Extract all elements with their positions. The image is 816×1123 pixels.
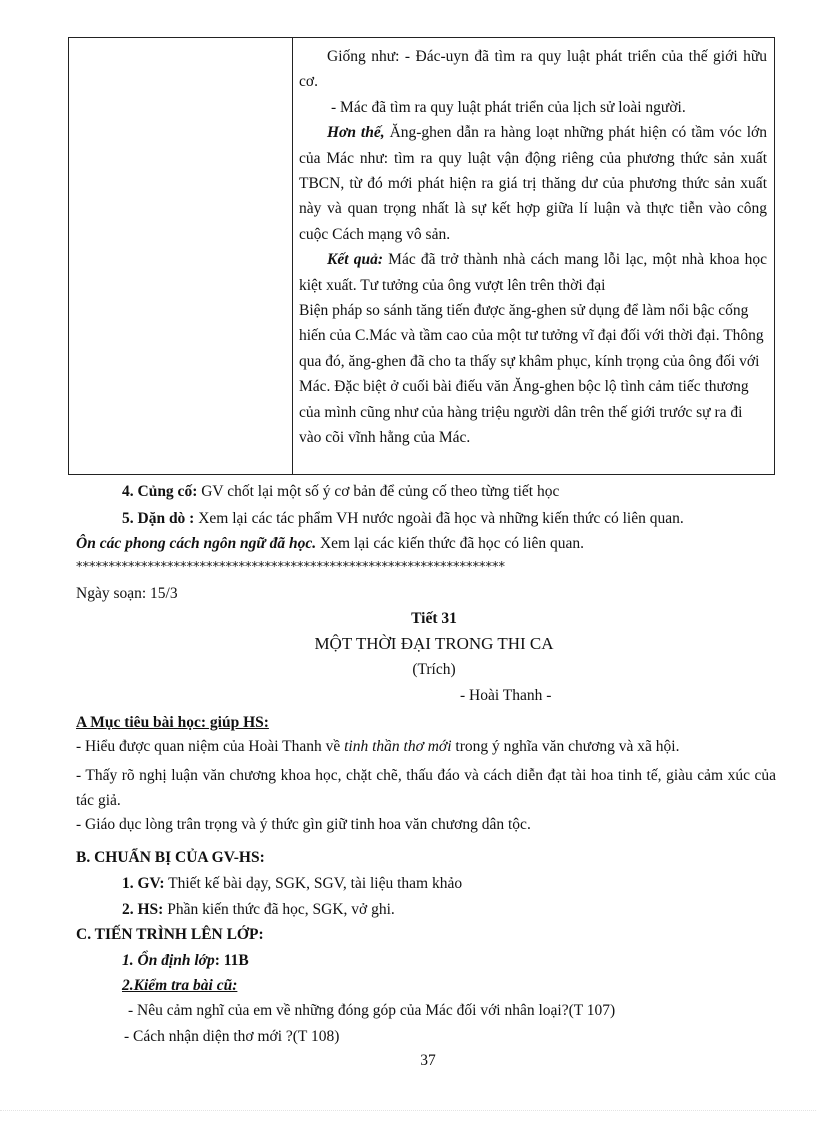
dan-do-line-2: [76, 534, 584, 554]
author: - Hoài Thanh -: [460, 687, 552, 704]
table-paragraph-3: [299, 120, 767, 247]
table-paragraph-1: Giống như: - Đác-uyn đã tìm ra quy luật phát triển của thế giới hữu cơ.: [299, 48, 767, 91]
dan-do-text: Xem lại các tác phẩm VH nước ngoài đã học và những kiến thức có liên quan.: [194, 510, 684, 527]
section-b-gv: [122, 874, 462, 894]
table-paragraph-4: [299, 247, 767, 298]
item1-pre: - Hiểu được quan niệm của Hoài Thanh về: [76, 738, 345, 755]
item1-italic: tinh thần thơ mới: [344, 738, 452, 755]
gv-text: Thiết kế bài dạy, SGK, SGV, tài liệu tham khảo: [164, 875, 463, 892]
table-column-divider: [292, 38, 293, 474]
hon-the-label: Hơn thế,: [327, 124, 385, 142]
dan-do-line2-text: Xem lại các kiến thức đã học có liên quan.: [316, 535, 585, 552]
on-phong-cach: Ôn các phong cách ngôn ngữ đã học.: [76, 535, 317, 552]
tiet-number: Tiết 31: [411, 610, 457, 627]
section-a-heading: A Mục tiêu bài học: giúp HS:: [76, 714, 269, 731]
dan-do-label: 5. Dặn dò :: [122, 510, 195, 527]
star-separator: ******************************************************************: [76, 560, 505, 575]
gv-label: 1. GV:: [122, 875, 165, 892]
table-paragraph-5: Biện pháp so sánh tăng tiến được ăng-ghen sử dụng để làm nổi bậc cống hiến của C.Mác và tầm cao của một tư tưởng vĩ đại đối với thời đại. Thông qua đó, ăng-ghen đã cho ta thấy sự khâm phục, kính trọng của ông đối với Mác. Đặc biệt ở cuối bài điếu văn Ăng-ghen bộc lộ tình cảm tiếc thương của mình cũng như của hàng triệu người dân trên thế giới trước sự ra đi vào cõi vĩnh hằng của Mác.: [299, 302, 764, 447]
hs-label: 2. HS:: [122, 901, 164, 918]
dan-do-line: [122, 509, 684, 529]
cung-co-line: [122, 482, 559, 502]
lesson-subtitle: (Trích): [412, 661, 456, 678]
question-2: - Cách nhận diện thơ mới ?(T 108): [124, 1028, 340, 1045]
on-dinh-label: 1. Ổn định lớp: [122, 952, 215, 969]
lesson-title: MỘT THỜI ĐẠI TRONG THI CA: [314, 634, 554, 653]
on-dinh-lop: [122, 951, 249, 971]
ket-qua-text: Mác đã trở thành nhà cách mang lỗi lạc, một nhà khoa học kiệt xuất. Tư tưởng của ông vượt lên trên thời đại: [299, 251, 767, 294]
section-c-heading: C. TIẾN TRÌNH LÊN LỚP:: [76, 926, 264, 943]
table-paragraph-2: - Mác đã tìm ra quy luật phát triển của lịch sử loài người.: [331, 98, 686, 116]
section-a-item-2: - Thấy rõ nghị luận văn chương khoa học, chặt chẽ, thấu đáo và cách diễn đạt tài hoa tinh tế, giàu cảm xúc của tác giả.: [76, 767, 776, 809]
hs-text: Phần kiến thức đã học, SGK, vở ghi.: [163, 901, 395, 918]
hon-the-text: Ăng-ghen dẫn ra hàng loạt những phát hiện có tầm vóc lớn của Mác như: tìm ra quy luật vận động riêng của phương thức sản xuất TBCN, từ đó mới phát hiện ra giá trị thăng dư của phương thức sản xuất này và quan trọng nhất là sự kết hợp giữa lí luận và thực tiễn vào công cuộc Cách mạng vô sản.: [299, 124, 767, 243]
on-dinh-value: : 11B: [214, 952, 249, 969]
section-a-item-3: - Giáo dục lòng trân trọng và ý thức gìn giữ tinh hoa văn chương dân tộc.: [76, 816, 531, 833]
question-1: - Nêu cảm nghĩ của em về những đóng góp của Mác đối với nhân loại?(T 107): [128, 1002, 616, 1019]
page-bottom-divider: [0, 1110, 816, 1111]
table-cell-content: [299, 44, 767, 451]
item1-post: trong ý nghĩa văn chương và xã hội.: [451, 738, 680, 755]
cung-co-label: 4. Củng cố:: [122, 483, 198, 500]
content-table: [68, 37, 775, 475]
ngay-soan: Ngày soạn: 15/3: [76, 585, 178, 602]
section-b-hs: [122, 900, 395, 920]
ket-qua-label: Kết quả:: [327, 251, 383, 269]
kiem-tra-bai-cu: 2.Kiểm tra bài cũ:: [122, 977, 238, 994]
section-a-item-1: [76, 737, 679, 757]
cung-co-text: GV chốt lại một số ý cơ bản để củng cố theo từng tiết học: [197, 483, 560, 500]
section-b-heading: B. CHUẨN BỊ CỦA GV-HS:: [76, 849, 265, 866]
page-number: 37: [420, 1052, 436, 1069]
